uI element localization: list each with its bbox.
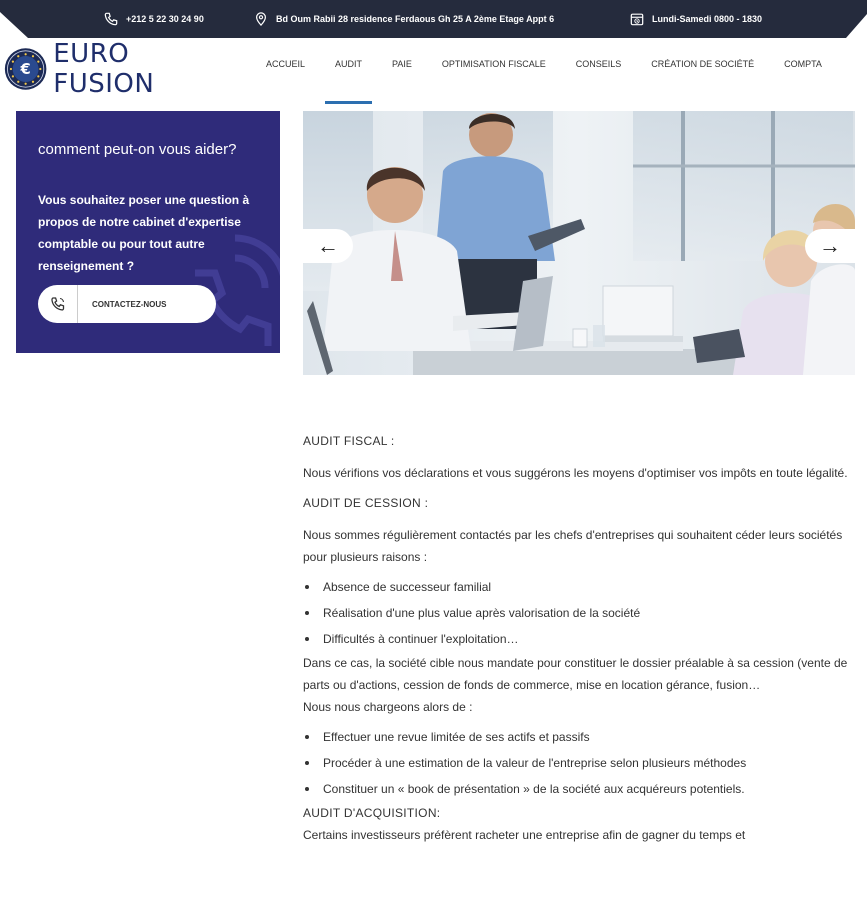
cession-reasons-list: [303, 574, 848, 652]
topbar-hours: [630, 0, 762, 38]
article-content: [303, 430, 848, 846]
help-card-title: comment peut-on vous aider?: [38, 141, 237, 158]
top-info-bar: [0, 0, 867, 38]
nav-accueil[interactable]: ACCUEIL: [266, 59, 306, 69]
phone-number: +212 5 22 30 24 90: [126, 14, 204, 24]
address-text: Bd Oum Rabii 28 residence Ferdaous Gh 25 A 2ème Etage Appt 6: [276, 14, 555, 24]
list-item: Difficultés à continuer l'exploitation…: [303, 626, 848, 652]
help-card: [16, 111, 280, 353]
audit-cession-mandate: Dans ce cas, la société cible nous mandate pour constituer le dossier préalable à sa cession (vente de parts ou d'actions, cession de fonds de commerce, mise en location gérance, fusion…: [303, 656, 848, 692]
nav-conseils[interactable]: CONSEILS: [575, 59, 622, 69]
nav-paie[interactable]: PAIE: [392, 59, 412, 69]
nav-creation-societe[interactable]: CRÉATION DE SOCIÉTÉ: [651, 59, 755, 69]
location-pin-icon: [254, 12, 268, 26]
slider-prev-button[interactable]: ←: [303, 229, 353, 263]
cession-tasks-list: [303, 724, 848, 802]
brand-name: EURO FUSION: [53, 39, 155, 99]
hours-text: Lundi-Samedi 0800 - 1830: [652, 14, 763, 24]
audit-acquisition-text: Certains investisseurs préfèrent racheter une entreprise afin de gagner du temps et: [303, 828, 746, 842]
heading-audit-acquisition: AUDIT D'ACQUISITION:: [303, 806, 441, 820]
heading-audit-cession: AUDIT DE CESSION :: [303, 496, 429, 510]
audit-cession-charge-intro: Nous nous chargeons alors de :: [303, 700, 473, 714]
hero-slider: [303, 111, 855, 375]
list-item: Réalisation d'une plus value après valorisation de la société: [303, 600, 848, 626]
main-nav: [266, 50, 852, 78]
list-item: Effectuer une revue limitée de ses actifs et passifs: [303, 724, 848, 750]
office-team-photo: [303, 111, 855, 375]
phone-ring-icon: [38, 285, 78, 323]
site-logo[interactable]: [4, 39, 214, 99]
audit-fiscal-text: Nous vérifions vos déclarations et vous suggérons les moyens d'optimiser vos impôts en toute légalité.: [303, 466, 848, 480]
svg-text:€: €: [20, 61, 31, 79]
phone-icon: [104, 12, 118, 26]
list-item: Procéder à une estimation de la valeur de l'entreprise selon plusieurs méthodes: [303, 750, 848, 776]
list-item: Absence de successeur familial: [303, 574, 848, 600]
contact-us-button[interactable]: [38, 285, 216, 323]
topbar-address: [254, 0, 554, 38]
list-item: Constituer un « book de présentation » de la société aux acquéreurs potentiels.: [303, 776, 848, 802]
nav-optimisation-fiscale[interactable]: OPTIMISATION FISCALE: [441, 59, 546, 69]
euro-emblem-icon: [4, 44, 47, 94]
audit-cession-intro: Nous sommes régulièrement contactés par les chefs d'entreprises qui souhaitent céder leurs sociétés pour plusieurs raisons :: [303, 528, 843, 564]
nav-audit[interactable]: AUDIT: [335, 59, 363, 69]
heading-audit-fiscal: AUDIT FISCAL :: [303, 434, 395, 448]
nav-compta[interactable]: COMPTA: [784, 59, 822, 69]
slider-next-button[interactable]: →: [805, 229, 855, 263]
calendar-clock-icon: [630, 12, 644, 26]
contact-us-label: CONTACTEZ-NOUS: [92, 299, 167, 309]
topbar-phone[interactable]: [104, 0, 204, 38]
help-card-text: Vous souhaitez poser une question à propos de notre cabinet d'expertise comptable ou pour tout autre renseignement ?: [38, 193, 250, 273]
